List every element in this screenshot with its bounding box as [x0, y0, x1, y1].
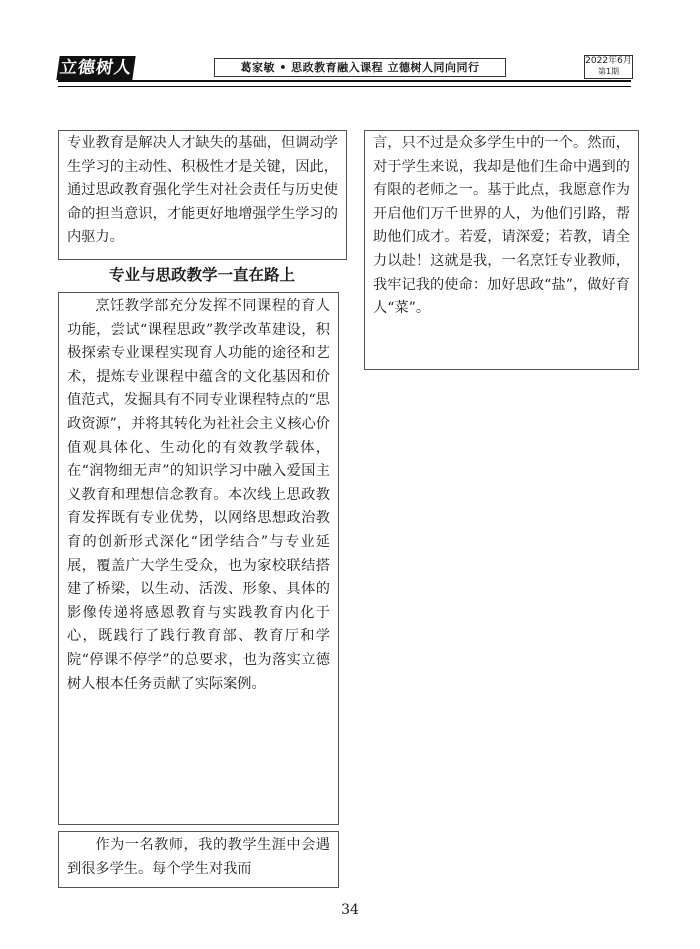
paragraph-right: 言，只不过是众多学生中的一个。然而，对于学生来说，我却是他们生命中遇到的有限的老师之一。基于此点，我愿意作为开启他们万千世界的人，为他们引路，帮助他们成才。若爱，请深爱；若教，请全力以赴！这就是我，一名烹饪专业教师，我牢记我的使命：加好思政“盐”，做好育人“菜”。	[373, 135, 630, 317]
text-box-teacher	[58, 831, 339, 888]
page-number: 34	[341, 902, 359, 918]
paragraph-intro: 专业教育是解决人才缺失的基础，但调动学生学习的主动性、积极性才是关键，因此，通过思政教育强化学生对社会责任与历史使命的担当意识，才能更好地增强学生学习的内驱力。	[67, 135, 338, 246]
issue-box	[584, 55, 633, 79]
header-title: 葛家敏 • 思政教育融入课程 立德树人同向同行	[214, 58, 506, 77]
text-box-intro	[58, 130, 347, 260]
section-heading: 专业与思政教学一直在路上	[108, 266, 295, 284]
logo: 立德树人	[56, 56, 135, 80]
paragraph-main: 烹饪教学部充分发挥不同课程的育人功能，尝试“课程思政”教学改革建设，积极探索专业课程实现育人功能的途径和艺术，提炼专业课程中蕴含的文化基因和价值范式，发掘具有不同专业课程特点的“思政资源”，并将其转化为社社会主义核心价值观具体化、生动化的有效教学载体，在“润物细无声”的知识学习中融入爱国主义教育和理想信念教育。本次线上思政教育发挥既有专业优势，以网络思想政治教育的创新形式深化“团学结合”与专业延展，覆盖广大学生受众，也为家校联结搭建了桥梁，以生动、活泼、形象、具体的影像传递将感恩教育与实践教育内化于心，既践行了践行教育部、教育厅和学院“停课不停学”的总要求，也为落实立德树人根本任务贡献了实际案例。	[67, 298, 330, 692]
header-rule	[58, 80, 631, 82]
header-rule-thin	[58, 86, 631, 87]
text-box-main	[58, 292, 339, 825]
issue-number: 第1期	[597, 67, 620, 76]
paragraph-teacher: 作为一名教师，我的教学生涯中会遇到很多学生。每个学生对我而	[67, 837, 330, 877]
text-box-right	[364, 130, 639, 370]
issue-date: 2022年6月	[585, 56, 632, 66]
